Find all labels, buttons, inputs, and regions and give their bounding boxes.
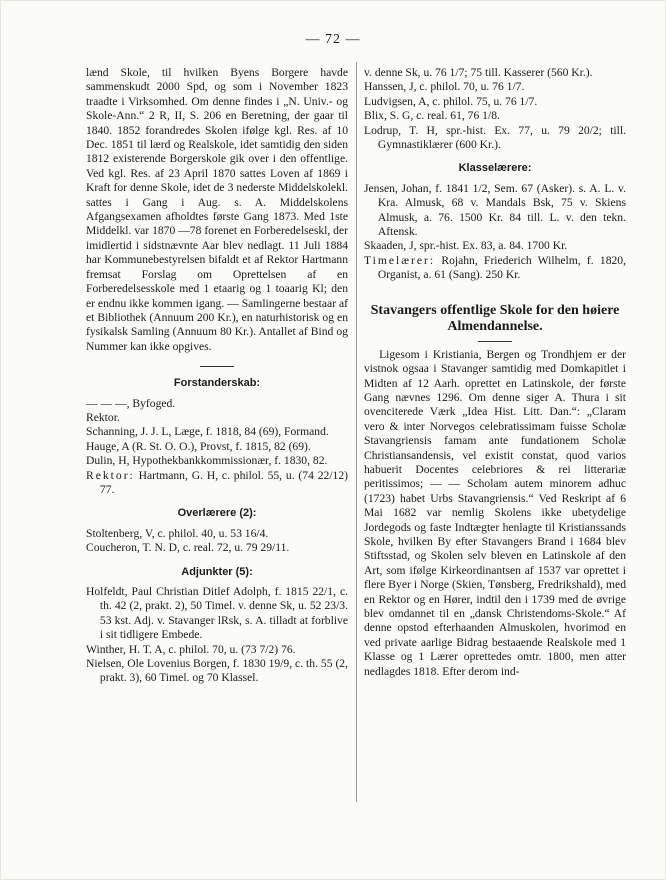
- rektor-entry: [86, 469, 348, 498]
- staff-entry: Jensen, Johan, f. 1841 1/2, Sem. 67 (Asker). s. A. L. v. Kra. Almusk, 68 v. Mandals Bsk, 75 v. Skiens Almusk, a. 76. 1500 Kr. 84 till. L. v. den tekn. Aftensk.: [364, 181, 626, 239]
- staff-entry: Lodrup, T. H, spr.-hist. Ex. 77, u. 79 20/2; till. Gymnastiklærer (600 Kr.).: [364, 123, 626, 152]
- staff-entry: Nielsen, Ole Lovenius Borgen, f. 1830 19/9, c. th. 55 (2, prakt. 3), 60 Timel. og 70 Klassel.: [86, 657, 348, 685]
- staff-entry: Stoltenberg, V, c. philol. 40, u. 53 16/4.: [86, 526, 269, 540]
- page-number: — 72 —: [305, 32, 361, 47]
- staff-entry: Hanssen, J, c. philol. 70, u. 76 1/7.: [364, 80, 525, 94]
- board-entry: Rektor.: [86, 410, 120, 424]
- timelaerer-entry: [364, 254, 626, 283]
- intro-paragraph: lænd Skole, til hvilken Byens Borgere havde sammenskudt 2000 Spd, og som i November 1823 traadte i Virksomhed. Om denne findes i „N. Univ.- og Skole-Ann.“ 2 R, II, S. 206 en Beretning, der gaar til 1840. 1852 forandredes Skolen ifølge kgl. Res. af 10 Dec. 1851 til lærd og Realskole, idet samtidig den siden 1812 existerende Borgerskole gik over i den offentlige. Ved kgl. Res. af 23 April 1870 sattes Loven af 1869 i Kraft for denne Skole, idet de 3 nederste Middelskolekl. sattes i Gang i Aug. s. A. Middelskolens Afgangsexamen afholdtes første Gang 1873. Med 1ste Middelkl. var 1870 —78 forenet en Forberedelseskl, der imidlertid i sidstnævnte Aar blev nedlagt. 11 Juli 1884 har Kommunebestyrelsen bifaldt et af Rektor Hartmann fremsat Forslag om Oprettelsen af en Forberedelsesskole med 1 etaarig og 1 toaarig Kl; den er endnu ikke kommen igang. — Samlingerne bestaar af et Bibliothek (Annuum 200 Kr.), en naturhistorisk og en fysikalsk Samling (Annuum 80 Kr.). Antallet af Bind og Nummer kan ikke opgives.: [86, 66, 348, 353]
- section-paragraph: Ligesom i Kristiania, Bergen og Trondhjem er der vistnok ogsaa i Stavanger samtidig med Domkapitlet i Midten af 12 Aarh. oprettet en Latinskole, der første Gang nævnes 1296. Om denne siger A. Thura i sit ovenciterede Værk „Idea Hist. Litt. Dan.“: „Claram vero & inter Norvegos celebratissimam fuisse Scholæ Stavangriensis famam ante fundationem Scholæ Christiansandensis, vel existit constat, quod varios habuerit Docentes celebriores & rei litterariæ peritissimos; — — Scholam autem minorem adhuc (1723) habet Urbs Stavangriensis.“ Ved Reskript af 6 Mai 1682 var nemlig Skolens ikke ubetydelige Jordegods og faste Indtægter henlagte til Kristianssands Skole, hvilken By efter Stavangers Brand i 1684 blev Stiftsstad, og Skolen selv bleven en Latinskole af den Art, som ifølge Kirkeordinantsen af 1537 var oprettet i flere Byer i Norge (Skien, Tønsberg, Fredrikshald), med en Rektor og en Hører, indtil den i 1739 med de øvrige blev omdannet til en „dansk Christendoms-Skole.“ Af denne opstod efterhaanden Almuskolen, hvorimod en ved private aarlige Bidrag bestaaende Realskole med 1 Klasse og 1 Lærer oprettedes omtr. 1800, men atter nedlagdes 1818. Efter derom ind-: [364, 347, 626, 678]
- staff-entry: Ludvigsen, A, c. philol. 75, u. 76 1/7.: [364, 94, 538, 108]
- staff-entry: Skaaden, J, spr.-hist. Ex. 83, a. 84. 1700 Kr.: [364, 239, 568, 253]
- staff-entry: Winther, H. T. A, c. philol. 70, u. (73 7/2) 76.: [86, 642, 296, 656]
- staff-entry: Holfeldt, Paul Christian Ditlef Adolph, f. 1815 22/1, c. th. 42 (2, prakt. 2), 50 Timel. v. denne Sk, u. 52 23/3. 53 kst. Adj. v. Stavanger lRsk, s. A. tilladt at forblive i sit tidligere Embede.: [86, 585, 348, 642]
- adjunkter-heading: Adjunkter (5):: [181, 565, 253, 578]
- staff-entry: Coucheron, T. N. D, c. real. 72, u. 79 29/11.: [86, 541, 290, 555]
- staff-entry: v. denne Sk, u. 76 1/7; 75 till. Kasserer (560 Kr.).: [364, 66, 593, 79]
- column-divider: [356, 62, 357, 802]
- board-entry: Hauge, A (R. St. O. O.), Provst, f. 1815, 82 (69).: [86, 439, 311, 453]
- forstanderskab-heading: Forstanderskab:: [173, 377, 261, 390]
- klasselaerere-heading: Klasselærere:: [458, 162, 532, 175]
- right-column: [364, 66, 626, 679]
- left-column: [86, 66, 348, 686]
- section-rule: [478, 341, 512, 342]
- rektor-text: Hartmann, G. H, c. philol. 55, u. (74 22/12) 77.: [99, 468, 348, 496]
- timelaerer-label: Timelærer:: [364, 253, 436, 267]
- board-entry: Dulin, H, Hypothekbankkommissionær, f. 1830, 82.: [86, 454, 328, 468]
- staff-entry: Blix, S. G, c. real. 61, 76 1/8.: [364, 109, 500, 123]
- section-rule: [200, 366, 234, 367]
- section-heading: Stavangers offentlige Skole for den høiere Almendannelse.: [370, 302, 620, 334]
- timelaerer-text: Rojahn, Friederich Wilhelm, f. 1820, Organist, a. 61 (Sang). 250 Kr.: [377, 253, 626, 282]
- board-entry: Schanning, J. J. L, Læge, f. 1818, 84 (69), Formand.: [86, 425, 329, 439]
- board-entry: — — —, Byfoged.: [86, 396, 176, 410]
- overlaerere-heading: Overlærere (2):: [177, 507, 257, 520]
- rektor-label: Rektor:: [86, 468, 135, 482]
